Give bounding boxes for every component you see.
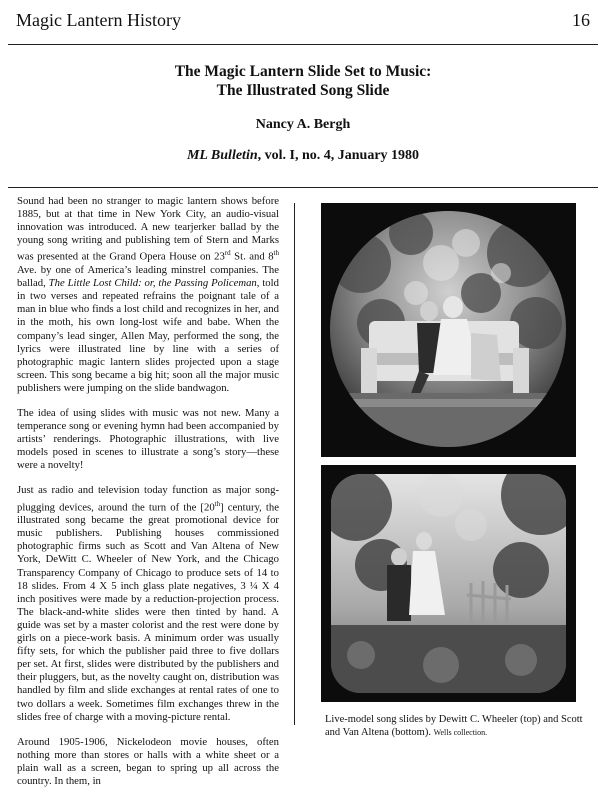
article-body <box>17 195 279 800</box>
article-heading <box>0 62 606 164</box>
header-rule <box>8 44 598 45</box>
body-paragraph: Just as radio and television today function as major song-plugging devices, around the turn of the [20th] century, the illustrated song became the great promotional device for music publishers. Publishing houses commissioned photographic firms such as Scott and Van Altena of New York, DeWitt C. Wheeler of New York, and the Chicago Transparency Company of Chicago to produce sets of 14 to 18 slides. From 4 X 5 inch glass plate negatives, 3 ¼ X 4 inch positives were made by a reduction-projection process. The black-and-white slides were then tinted by hand. A guide was set by a master colorist and the rest were done by girls on a piece-work basis. A minimum order was usually fifty sets, for which the publisher paid three to five dollars per set. At first, slides were distributed by the publishers and their pluggers, but, as the novelty caught on, distribution was handled by film and slide exchanges at rental rates of one to two dollars a week. Sometimes film exchanges threw in the slides free of charge with a moving-picture rental. <box>17 484 279 723</box>
article-title-line-2: The Illustrated Song Slide <box>216 82 390 99</box>
caption-text: Live-model song slides by Dewitt C. Wheeler (top) and Scott and Van Altena (bottom). <box>325 714 583 738</box>
article-title-line-1: The Magic Lantern Slide Set to Music: <box>174 63 432 80</box>
song-slide-photo-top <box>321 203 576 457</box>
page-number: 16 <box>572 10 590 30</box>
body-paragraph: Sound had been no stranger to magic lantern shows before 1885, but at that time in New York City, an audio-visual innovation was introduced. A new tearjerker ballad by the young song writing and publishing tem of Stern and Marks was presented at the Grand Opera House on 23rd St. and 8th Ave. by one of America’s leading minstrel companies. The ballad, The Little Lost Child: or, the Passing Policeman, told in two verses and repeated refrains the poignant tale of a man in blue who finds a lost child and recognizes in her, and in the moth, his own long-lost wife and babe. When the company’s lead singer, Allen May, performed the song, the lyrics were illustrated line by line with a series of photographic magic lantern slides projected upon a stage screen. This song became a big hit; soon all the major music publishers were jumping on the slide bandwagon. <box>17 195 279 394</box>
song-slide-photo-bottom <box>321 465 576 702</box>
body-paragraph: Around 1905-1906, Nickelodeon movie houses, often nothing more than stores or halls with a white sheet or a plain wall as a screen, began to spring up all across the country. In them, in <box>17 735 279 787</box>
body-paragraph: The idea of using slides with music was not new. Many a temperance song or evening hymn had been accompanied by artists’ renderings. Photographic illustrations, with live models posed in scenes to illustrate a song’s story—these were a novelty! <box>17 406 279 472</box>
citation-details: , vol. I, no. 4, January 1980 <box>257 148 420 163</box>
caption-credit: Wells collection. <box>433 728 488 737</box>
citation-publication: ML Bulletin <box>186 148 258 163</box>
article-title <box>0 62 606 100</box>
column-divider <box>294 203 295 725</box>
figure-caption <box>325 713 585 739</box>
song-slide-top-image <box>321 203 576 457</box>
song-slide-bottom-image <box>321 465 576 702</box>
running-title: Magic Lantern History <box>16 10 181 30</box>
heading-rule <box>8 187 598 188</box>
article-author: Nancy A. Bergh <box>255 117 351 132</box>
song-title: The Little Lost Child: or, the Passing Policeman <box>48 277 257 290</box>
article-citation <box>0 148 606 164</box>
running-header <box>16 10 590 36</box>
